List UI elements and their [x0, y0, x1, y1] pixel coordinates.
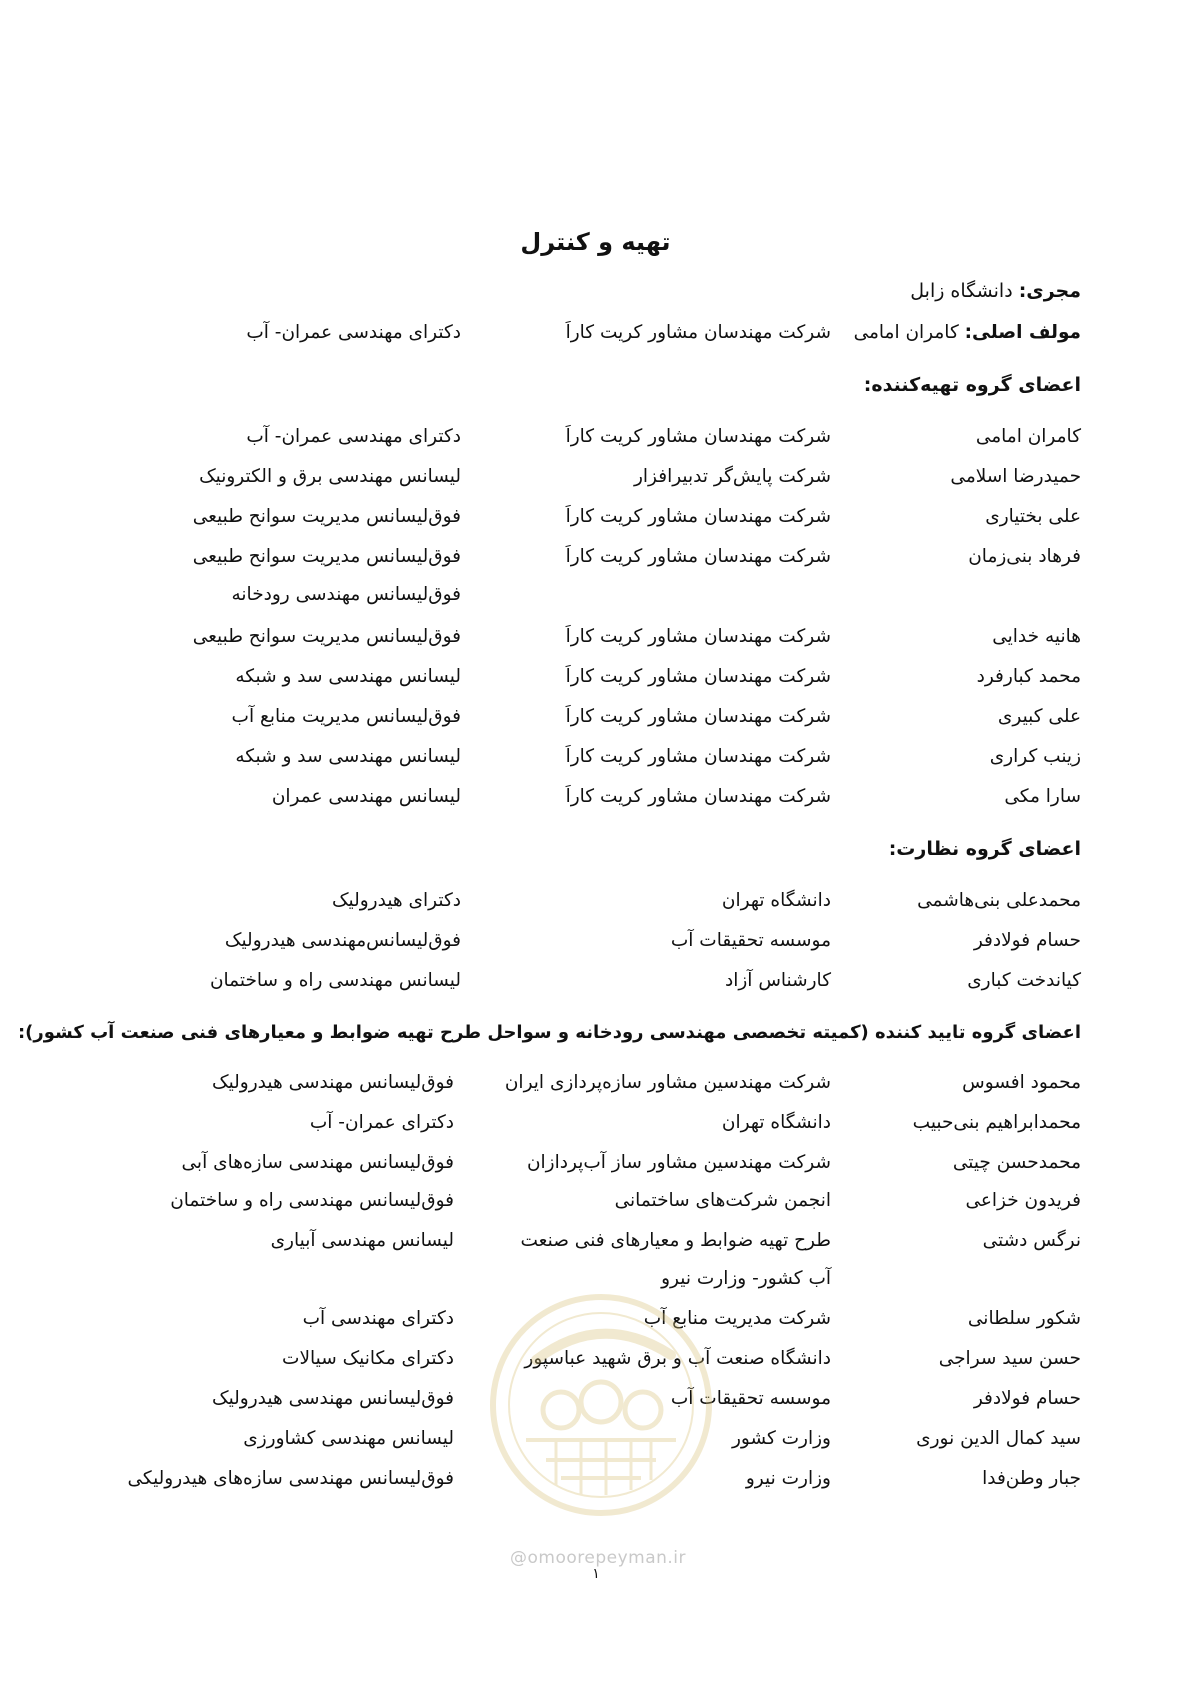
table-row	[0, 666, 1191, 700]
member-name: علی کبیری	[997, 706, 1081, 727]
member-degree: لیسانس مهندسی سد و شبکه	[235, 666, 461, 687]
member-org: طرح تهیه ضوابط و معیارهای فنی صنعت	[520, 1230, 831, 1251]
member-degree: لیسانس مهندسی راه و ساختمان	[209, 970, 461, 991]
member-org: دانشگاه صنعت آب و برق شهید عباسپور	[524, 1348, 831, 1369]
member-name: زینب کراری	[989, 746, 1081, 767]
member-name: علی بختیاری	[985, 506, 1081, 527]
executor-label: مجری:	[1018, 280, 1081, 302]
member-degree: فوق‌لیسانس مدیریت منابع آب	[231, 706, 461, 727]
member-org: شرکت مهندسین مشاور سازه‌پردازی ایران	[504, 1072, 831, 1093]
table-row	[0, 706, 1191, 740]
gear-icon	[581, 1382, 621, 1422]
member-org: شرکت مهندسان مشاور کریت کاراَ	[565, 786, 831, 807]
watermark-grid-vertical	[556, 1440, 651, 1495]
page-number: ۱	[592, 1566, 600, 1582]
member-org: شرکت مهندسان مشاور کریت کاراَ	[565, 706, 831, 727]
member-degree: فوق‌لیسانس مهندسی رودخانه	[231, 584, 461, 605]
approval-group-heading: اعضای گروه تایید کننده (کمیته تخصصی مهندسی رودخانه و سواحل طرح تهیه ضوابط و معیارهای فنی صنعت آب کشور):	[17, 1022, 1081, 1043]
member-org: موسسه تحقیقات آب	[670, 1388, 831, 1409]
table-row	[0, 1072, 1191, 1106]
table-row	[0, 1190, 1191, 1224]
member-org: وزارت نیرو	[745, 1468, 831, 1489]
table-row	[0, 466, 1191, 500]
member-name: محمدابراهیم بنی‌حبیب	[912, 1112, 1081, 1133]
member-name: حسام فولادفر	[973, 930, 1081, 951]
member-org: آب کشور- وزارت نیرو	[661, 1268, 831, 1289]
member-org: شرکت مهندسان مشاور کریت کاراَ	[565, 626, 831, 647]
member-name: هانیه خدایی	[992, 626, 1081, 647]
watermark-logo-script	[536, 1334, 671, 1360]
member-name: فرهاد بنی‌زمان	[968, 546, 1081, 567]
member-org: وزارت کشور	[731, 1428, 831, 1449]
member-name: شکور سلطانی	[967, 1308, 1081, 1329]
member-org: شرکت مهندسان مشاور کریت کاراَ	[565, 426, 831, 447]
member-org: شرکت مهندسان مشاور کریت کاراَ	[565, 506, 831, 527]
table-row	[0, 930, 1191, 964]
member-degree: دکترای عمران- آب	[309, 1112, 454, 1133]
table-row	[0, 426, 1191, 460]
main-author-org: شرکت مهندسان مشاور کریت کاراَ	[565, 322, 831, 343]
member-degree: لیسانس مهندسی عمران	[271, 786, 461, 807]
member-degree: دکترای مهندسی آب	[302, 1308, 454, 1329]
member-org: شرکت مهندسان مشاور کریت کاراَ	[565, 546, 831, 567]
member-name: حسن سید سراجی	[938, 1348, 1081, 1369]
member-name: کیاندخت کباری	[967, 970, 1081, 991]
member-degree: لیسانس مهندسی برق و الکترونیک	[199, 466, 461, 487]
member-org: کارشناس آزاد	[724, 970, 831, 991]
prep-group-heading: اعضای گروه تهیه‌کننده:	[863, 374, 1081, 396]
member-name: محمدعلی بنی‌هاشمی	[917, 890, 1081, 911]
executor-line	[910, 280, 1081, 302]
member-degree: لیسانس مهندسی سد و شبکه	[235, 746, 461, 767]
watermark-inner-ring	[509, 1313, 693, 1497]
main-author-degree: دکترای مهندسی عمران- آب	[246, 322, 461, 343]
member-org: موسسه تحقیقات آب	[670, 930, 831, 951]
member-org: شرکت مهندسین مشاور ساز آب‌پردازان	[526, 1152, 831, 1173]
executor-value: دانشگاه زابل	[910, 280, 1013, 302]
member-org: دانشگاه تهران	[721, 1112, 831, 1133]
member-degree: لیسانس مهندسی کشاورزی	[243, 1428, 454, 1449]
member-name: جبار وطن‌فدا	[982, 1468, 1081, 1489]
member-degree: فوق‌لیسانس مهندسی هیدرولیک	[212, 1072, 454, 1093]
member-degree: فوق‌لیسانس مهندسی سازه‌های آبی	[181, 1152, 454, 1173]
main-author-name: کامران امامی	[853, 322, 959, 343]
member-name: کامران امامی	[975, 426, 1081, 447]
member-name: محمدحسن چیتی	[952, 1152, 1081, 1173]
watermark-emblem	[486, 1290, 716, 1520]
gear-icon	[625, 1392, 661, 1428]
member-degree: فوق‌لیسانس مدیریت سوانح طبیعی	[192, 546, 461, 567]
watermark-grid	[526, 1440, 676, 1478]
table-row	[0, 1230, 1191, 1264]
member-degree: فوق‌لیسانس مدیریت سوانح طبیعی	[192, 506, 461, 527]
supervision-group-heading: اعضای گروه نظارت:	[888, 838, 1081, 860]
gear-icon	[543, 1392, 579, 1428]
table-row	[0, 786, 1191, 820]
main-author-label: مولف اصلی:	[964, 322, 1081, 343]
member-degree: فوق‌لیسانس مدیریت سوانح طبیعی	[192, 626, 461, 647]
member-degree: دکترای مهندسی عمران- آب	[246, 426, 461, 447]
table-row	[0, 1112, 1191, 1146]
member-degree: فوق‌لیسانس‌مهندسی هیدرولیک	[224, 930, 461, 951]
table-row	[0, 890, 1191, 924]
member-name: حمیدرضا اسلامی	[950, 466, 1081, 487]
page-title: تهیه و کنترل	[520, 228, 671, 256]
table-row	[0, 584, 1191, 618]
member-org: انجمن شرکت‌های ساختمانی	[614, 1190, 831, 1211]
table-row	[0, 970, 1191, 1004]
member-org: شرکت مدیریت منابع آب	[643, 1308, 831, 1329]
member-org: شرکت مهندسان مشاور کریت کاراَ	[565, 666, 831, 687]
member-degree: فوق‌لیسانس مهندسی سازه‌های هیدرولیکی	[127, 1468, 454, 1489]
member-degree: دکترای مکانیک سیالات	[282, 1348, 454, 1369]
member-org: شرکت پایش‌گر تدبیرافزار	[633, 466, 831, 487]
member-degree: فوق‌لیسانس مهندسی هیدرولیک	[212, 1388, 454, 1409]
member-degree: لیسانس مهندسی آبیاری	[270, 1230, 454, 1251]
table-row	[0, 506, 1191, 540]
member-name: فریدون خزاعی	[965, 1190, 1081, 1211]
member-name: سارا مکی	[1004, 786, 1081, 807]
member-name: سید کمال الدین نوری	[916, 1428, 1081, 1449]
member-degree: دکترای هیدرولیک	[331, 890, 461, 911]
table-row	[0, 1152, 1191, 1186]
member-degree: فوق‌لیسانس مهندسی راه و ساختمان	[170, 1190, 454, 1211]
member-name: محمد کبارفرد	[976, 666, 1081, 687]
main-author-row	[0, 322, 1191, 356]
member-name: محمود افسوس	[962, 1072, 1081, 1093]
member-org: دانشگاه تهران	[721, 890, 831, 911]
member-org: شرکت مهندسان مشاور کریت کاراَ	[565, 746, 831, 767]
table-row	[0, 626, 1191, 660]
watermark-site: @omoorepeyman.ir	[509, 1548, 687, 1568]
table-row	[0, 746, 1191, 780]
member-name: حسام فولادفر	[973, 1388, 1081, 1409]
table-row	[0, 546, 1191, 580]
member-name: نرگس دشتی	[982, 1230, 1081, 1251]
